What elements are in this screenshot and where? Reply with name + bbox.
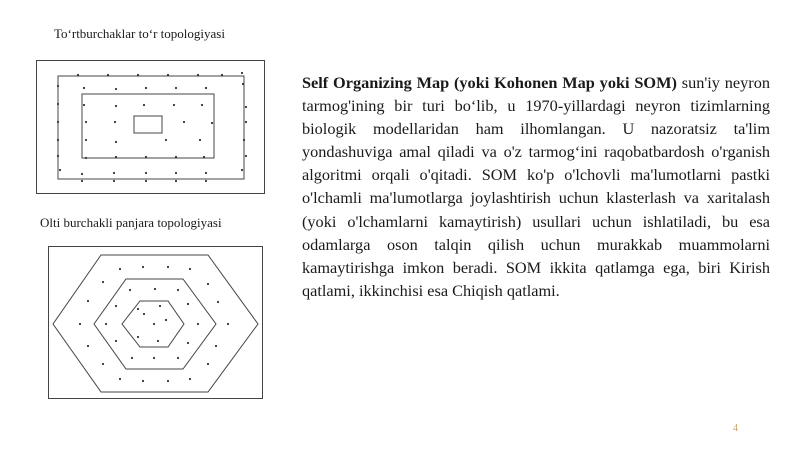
grid-node xyxy=(199,139,201,141)
grid-node xyxy=(201,104,203,106)
grid-node xyxy=(205,172,207,174)
grid-node xyxy=(145,180,147,182)
grid-node xyxy=(175,180,177,182)
grid-node xyxy=(119,268,121,270)
grid-node xyxy=(57,121,59,123)
grid-node xyxy=(119,378,121,380)
grid-node xyxy=(187,303,189,305)
grid-node xyxy=(129,289,131,291)
body-paragraph xyxy=(302,71,770,302)
grid-node xyxy=(217,301,219,303)
grid-node xyxy=(81,173,83,175)
grid-node xyxy=(115,88,117,90)
grid-node xyxy=(115,340,117,342)
grid-node xyxy=(85,139,87,141)
grid-node xyxy=(143,104,145,106)
grid-node xyxy=(197,323,199,325)
grid-node xyxy=(187,342,189,344)
grid-node xyxy=(175,172,177,174)
grid-node xyxy=(215,345,217,347)
grid-node xyxy=(154,288,156,290)
grid-node xyxy=(145,87,147,89)
grid-node xyxy=(137,308,139,310)
grid-node xyxy=(221,74,223,76)
grid-node xyxy=(115,305,117,307)
grid-node xyxy=(243,139,245,141)
grid-node xyxy=(167,266,169,268)
grid-node xyxy=(197,74,199,76)
grid-node xyxy=(211,122,213,124)
grid-node xyxy=(83,87,85,89)
grid-node xyxy=(165,139,167,141)
grid-node xyxy=(115,105,117,107)
grid-node xyxy=(59,169,61,171)
grid-node xyxy=(177,357,179,359)
grid-node xyxy=(173,104,175,106)
grid-node xyxy=(245,155,247,157)
grid-node xyxy=(207,363,209,365)
grid-node xyxy=(241,169,243,171)
grid-node xyxy=(142,380,144,382)
grid-node xyxy=(203,156,205,158)
grid-node xyxy=(159,305,161,307)
grid-node xyxy=(245,106,247,108)
grid-node xyxy=(57,155,59,157)
grid-node xyxy=(145,172,147,174)
grid-node xyxy=(83,104,85,106)
grid-node xyxy=(105,323,107,325)
grid-node xyxy=(143,313,145,315)
grid-node xyxy=(87,300,89,302)
grid-node xyxy=(153,357,155,359)
grid-node xyxy=(102,363,104,365)
grid-node xyxy=(137,74,139,76)
grid-node xyxy=(157,340,159,342)
grid-node xyxy=(113,172,115,174)
grid-node xyxy=(142,266,144,268)
grid-node xyxy=(183,121,185,123)
grid-node xyxy=(57,103,59,105)
grid-node xyxy=(165,319,167,321)
body-text: sun'iy neyron tarmog'ining bir turi bo‘lib, u 1970-yillardagi neyron tizimlarning biologik modellaridan ham ilhomlangan. U nazoratsiz ta'lim yondashuviga amal qiladi va o'z tarmog‘ini raqobatbardosh o'rganish algoritmi orqali o'qitadi. SOM ko'p o'lchovli ma'lumotlarni pastki o'lchamli ma'lumotlarga joylashtirish uchun klasterlash va xaritalash (yoki o'lchamlarni kamaytirish) usullari uchun ishlatiladi, bu esa odamlarga oson talqin qilish uchun murakkab muammolarni kamaytirishga imkon beradi. SOM ikkita qatlamga ega, biri Kirish qatlami, ikkinchisi esa Chiqish qatlami. xyxy=(302,73,770,300)
grid-node xyxy=(102,281,104,283)
grid-node xyxy=(241,72,243,74)
grid-node xyxy=(77,74,79,76)
grid-node xyxy=(137,336,139,338)
grid-node xyxy=(87,345,89,347)
hexagonal-grid-topology-diagram xyxy=(48,246,263,399)
grid-node xyxy=(153,323,155,325)
page-number: 4 xyxy=(733,423,738,434)
grid-node xyxy=(57,85,59,87)
grid-node xyxy=(175,156,177,158)
grid-node xyxy=(107,74,109,76)
grid-node xyxy=(242,83,244,85)
grid-node xyxy=(131,357,133,359)
grid-node xyxy=(85,121,87,123)
grid-node xyxy=(113,180,115,182)
grid-node xyxy=(167,74,169,76)
grid-node xyxy=(177,289,179,291)
grid-node xyxy=(79,323,81,325)
grid-node xyxy=(81,180,83,182)
grid-node xyxy=(245,121,247,123)
hexagonal-topology-label: Olti burchakli panjara topologiyasi xyxy=(40,215,222,230)
grid-node xyxy=(114,121,116,123)
grid-node xyxy=(205,87,207,89)
grid-node xyxy=(205,180,207,182)
grid-node xyxy=(207,283,209,285)
grid-node xyxy=(85,157,87,159)
grid-node xyxy=(189,268,191,270)
grid-node xyxy=(227,323,229,325)
body-bold-term: Self Organizing Map (yoki Kohonen Map yoki SOM) xyxy=(302,73,677,92)
rectangular-grid-topology-diagram xyxy=(36,60,265,194)
grid-node xyxy=(57,139,59,141)
grid-node xyxy=(115,141,117,143)
grid-node xyxy=(175,87,177,89)
grid-node xyxy=(167,380,169,382)
grid-node xyxy=(189,378,191,380)
grid-node xyxy=(115,156,117,158)
grid-node xyxy=(145,156,147,158)
rectangular-topology-label: To‘rtburchaklar to‘r topologiyasi xyxy=(54,26,225,41)
